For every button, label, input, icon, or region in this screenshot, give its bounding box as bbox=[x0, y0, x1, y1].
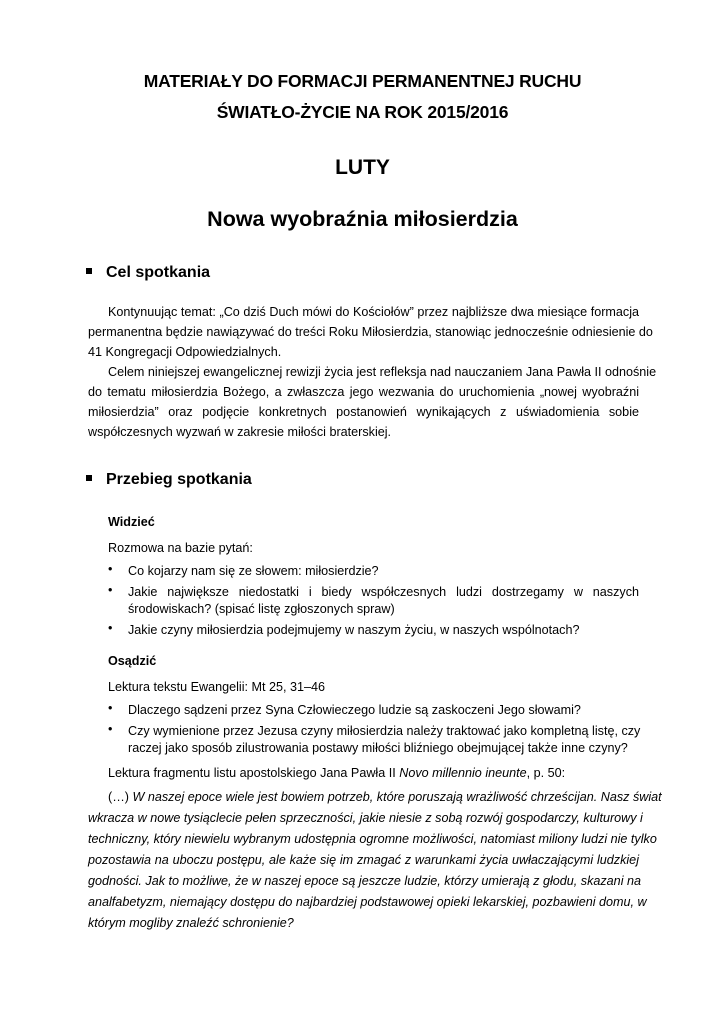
subheading-widziec: Widzieć bbox=[108, 515, 155, 529]
osadzic-question-2-line: raczej jako sposób zilustrowania postawy miłości bliźniego obejmującej także inne czyny? bbox=[128, 741, 628, 755]
quote-prefix: (…) bbox=[108, 790, 133, 804]
cel-paragraph-2-line: do tematu miłosierdzia Bożego, a zwłaszcza jego wezwania do uruchomienia „nowej wyobraźni bbox=[88, 385, 639, 399]
square-bullet-icon bbox=[86, 475, 92, 481]
quote-line: wkracza w nowe tysiąclecie pełen sprzeczności, jakie niesie z sobą rozwój gospodarczy, kulturowy i bbox=[88, 811, 643, 825]
section-heading-cel bbox=[86, 264, 210, 282]
quote-line: pozostawia na uboczu postępu, ale każe się im zmagać z warunkami życia uwłaczającymi ludzkiej bbox=[88, 853, 639, 867]
widziec-question-3: Jakie czyny miłosierdzia podejmujemy w naszym życiu, w naszych wspólnotach? bbox=[128, 623, 580, 637]
letter-title: Novo millennio ineunte bbox=[399, 766, 527, 780]
cel-paragraph-2-line: Celem niniejszej ewangelicznej rewizji życia jest refleksja nad nauczaniem Jana Pawła II odnośnie bbox=[108, 365, 657, 379]
widziec-question-1: Co kojarzy nam się ze słowem: miłosierdzie? bbox=[128, 564, 379, 578]
bullet-icon: • bbox=[108, 583, 113, 597]
topic-heading: Nowa wyobraźnia miłosierdzia bbox=[207, 207, 518, 231]
document-title-line-2: ŚWIATŁO-ŻYCIE NA ROK 2015/2016 bbox=[216, 102, 509, 122]
bullet-icon: • bbox=[108, 722, 113, 736]
quote-line: którym mogliby znaleźć schronienie? bbox=[88, 916, 294, 930]
section-heading-przebieg bbox=[86, 471, 252, 489]
osadzic-question-2-line: Czy wymienione przez Jezusa czyny miłosierdzia należy traktować jako kompletną listę, czy bbox=[128, 724, 641, 738]
quote-line bbox=[108, 788, 662, 806]
quote-text: W naszej epoce wiele jest bowiem potrzeb, które poruszają wrażliwość chrześcijan. Nasz świat bbox=[132, 790, 662, 804]
cel-paragraph-2-line: współczesnych wyzwań w zakresie miłości braterskiej. bbox=[88, 425, 392, 439]
widziec-intro: Rozmowa na bazie pytań: bbox=[108, 541, 253, 555]
quote-line: analfabetyzm, niemający dostępu do najbardziej podstawowej opieki lekarskiej, pozbawieni domu, w bbox=[88, 895, 647, 909]
osadzic-question-1: Dlaczego sądzeni przez Syna Człowieczego ludzie są zaskoczeni Jego słowami? bbox=[128, 703, 581, 717]
section-heading-przebieg-label: Przebieg spotkania bbox=[106, 471, 252, 488]
quote-line: techniczny, który niewielu wybranym udostępnia ogromne możliwości, natomiast miliony ludzi nie tylko bbox=[88, 832, 657, 846]
section-heading-cel-label: Cel spotkania bbox=[106, 264, 211, 281]
widziec-question-2-line: środowiskach? (spisać listę zgłoszonych spraw) bbox=[128, 602, 395, 616]
square-bullet-icon bbox=[86, 268, 92, 274]
subheading-osadzic: Osądzić bbox=[108, 654, 157, 668]
document-title-line-1: MATERIAŁY DO FORMACJI PERMANENTNEJ RUCHU bbox=[143, 71, 582, 91]
quote-line: godności. Jak to możliwe, że w naszej epoce są jeszcze ludzie, którzy umierają z głodu, skazani na bbox=[88, 874, 641, 888]
cel-paragraph-1-line: 41 Kongregacji Odpowiedzialnych. bbox=[88, 345, 282, 359]
bullet-icon: • bbox=[108, 562, 113, 576]
letter-reference bbox=[108, 766, 565, 780]
bullet-icon: • bbox=[108, 701, 113, 715]
cel-paragraph-1-line: Kontynuując temat: „Co dziś Duch mówi do Kościołów” przez najbliższe dwa miesiące formacja bbox=[108, 305, 639, 319]
month-heading: LUTY bbox=[335, 156, 390, 179]
letter-reference-prefix: Lektura fragmentu listu apostolskiego Jana Pawła II bbox=[108, 766, 400, 780]
osadzic-reading: Lektura tekstu Ewangelii: Mt 25, 31–46 bbox=[108, 680, 326, 694]
cel-paragraph-2-line: miłosierdzia” oraz podjęcie konkretnych postanowień wynikających z uświadomienia sobie bbox=[88, 405, 639, 419]
widziec-question-2-line: Jakie największe niedostatki i biedy współczesnych ludzi dostrzegamy w naszych bbox=[128, 585, 639, 599]
cel-paragraph-1-line: permanentna będzie nawiązywać do treści Roku Miłosierdzia, stanowiąc jednocześnie odniesienie do bbox=[88, 325, 653, 339]
letter-reference-suffix: , p. 50: bbox=[526, 766, 566, 780]
bullet-icon: • bbox=[108, 621, 113, 635]
